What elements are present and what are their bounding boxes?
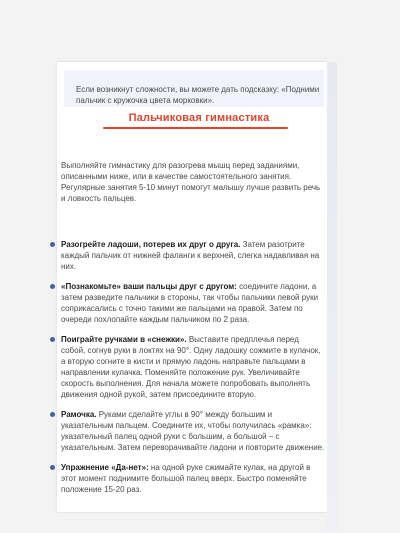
bullet-icon <box>50 242 55 247</box>
exercise-text: Затем разотрите каждый пальчик от нижней фаланги к верхней, слегка надавливая на них. <box>61 240 320 271</box>
exercise-title: «Познакомьте» ваши пальцы друг с другом: <box>61 282 237 291</box>
exercise-item <box>61 281 325 325</box>
instruction-card <box>57 62 327 512</box>
exercise-title: Упражнение «Да-нет»: <box>61 463 149 472</box>
bullet-icon <box>50 337 55 342</box>
section-title: Пальчиковая гимнастика <box>128 112 270 124</box>
bullet-icon <box>50 284 55 289</box>
bullet-icon <box>50 412 55 417</box>
exercise-text: Выставите предплечья перед собой, согнув руки в локтях на 90°. Одну ладошку сожмите в кулачок, а вторую согните в кисти и прямую ладонь направьте пальцами в направлении кулачка. Поменяйте положение рук. Увеличивайте скорость выполнения. Для начала можете попробовать выполнять движения одной рукой, затем присоедините вторую. <box>61 335 321 399</box>
title-underline <box>103 127 288 129</box>
exercise-title: Поиграйте ручками в «снежки». <box>61 335 187 344</box>
exercise-item <box>61 409 325 453</box>
intro-paragraph: Выполняйте гимнастику для разогрева мышц перед заданиями, описанными ниже, или в качестве самостоятельного занятия. Регулярные занятия 5-10 минут помогут малышу лучше развить речь и ловкость пальцев. <box>61 161 321 203</box>
card-edge-strip <box>327 62 337 532</box>
exercise-title: Разогрейте ладоши, потерев их друг о друга. <box>61 240 241 249</box>
exercise-text: Руками сделайте углы в 90° между большим и указательным пальцем. Соедините их, чтобы получилась «рамка»: указательный палец одной руки с большим, а большой – с указательным. Затем переворачивайте ладони и повторите движение. <box>61 410 325 452</box>
hint-text: Если возникнут сложности, вы можете дать подсказку: «Подними пальчик с кружочка цвета морковки». <box>76 85 320 105</box>
exercise-title: Рамочка. <box>61 410 97 419</box>
exercise-item <box>61 462 325 495</box>
exercise-text: соедините ладони, а затем разведите пальчики в стороны, так чтобы пальчики левой руки соприкасались с точно такими же пальцами на правой. Затем по очереди похлопайте каждым пальчиком по 2 раза. <box>61 282 319 324</box>
exercise-item <box>61 334 325 400</box>
exercise-text: на одной руке сжимайте кулак, на другой в этот момент поднимите большой палец вверх. Быстро поменяйте положение 15-20 раз. <box>61 463 311 494</box>
exercise-item <box>61 239 325 272</box>
bullet-icon <box>50 465 55 470</box>
exercise-list <box>61 239 325 504</box>
